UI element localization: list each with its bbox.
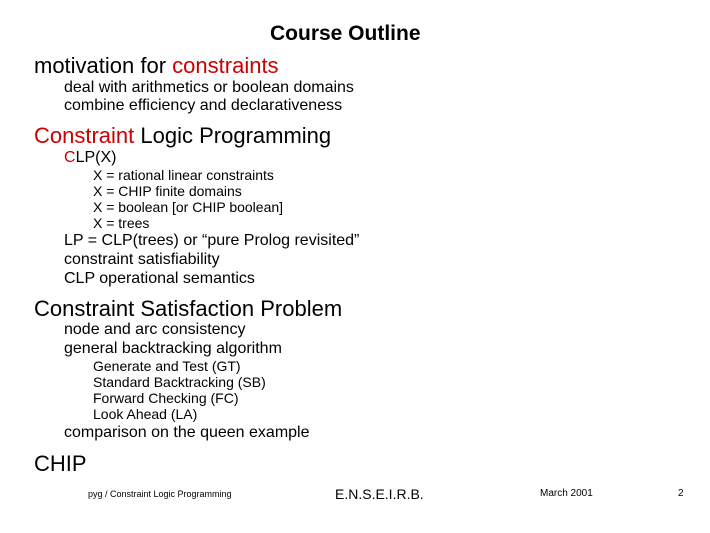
bullet-efficiency: combine efficiency and declarativeness — [64, 97, 343, 114]
sub-trees: X = trees — [93, 215, 150, 231]
heading-highlight: constraints — [172, 53, 279, 78]
sub-boolean: X = boolean [or CHIP boolean] — [93, 199, 284, 215]
clp-initial: C — [64, 149, 76, 166]
heading-highlight: Constraint — [34, 123, 135, 148]
sub-look-ahead: Look Ahead (LA) — [93, 406, 198, 422]
sub-standard-backtracking: Standard Backtracking (SB) — [93, 374, 266, 390]
section-csp-heading: Constraint Satisfaction Problem — [34, 296, 343, 321]
bullet-operational-semantics: CLP operational semantics — [64, 270, 255, 287]
slide-title: Course Outline — [270, 22, 421, 45]
bullet-arithmetics: deal with arithmetics or boolean domains — [64, 79, 354, 96]
bullet-queen-example: comparison on the queen example — [64, 424, 310, 441]
sub-rational: X = rational linear constraints — [93, 167, 274, 183]
bullet-lp-clp-trees: LP = CLP(trees) or “pure Prolog revisited” — [64, 232, 360, 249]
clp-rest: LP(X) — [75, 149, 117, 166]
section-clp-heading — [34, 123, 331, 149]
bullet-consistency: node and arc consistency — [64, 321, 246, 338]
bullet-backtracking: general backtracking algorithm — [64, 340, 282, 357]
sub-forward-checking: Forward Checking (FC) — [93, 390, 239, 406]
section-chip-heading: CHIP — [34, 451, 87, 476]
section-motivation-heading — [34, 53, 279, 79]
footer-date: March 2001 — [540, 488, 593, 499]
bullet-clp-x — [64, 149, 116, 167]
footer-page-number: 2 — [678, 488, 684, 499]
sub-generate-test: Generate and Test (GT) — [93, 358, 241, 374]
footer-author-course: pyg / Constraint Logic Programming — [88, 489, 232, 499]
heading-text: Logic Programming — [134, 123, 332, 148]
footer-school: E.N.S.E.I.R.B. — [335, 486, 424, 502]
heading-text: motivation for — [34, 53, 173, 78]
bullet-satisfiability: constraint satisfiability — [64, 251, 220, 268]
sub-finite-domains: X = CHIP finite domains — [93, 183, 242, 199]
